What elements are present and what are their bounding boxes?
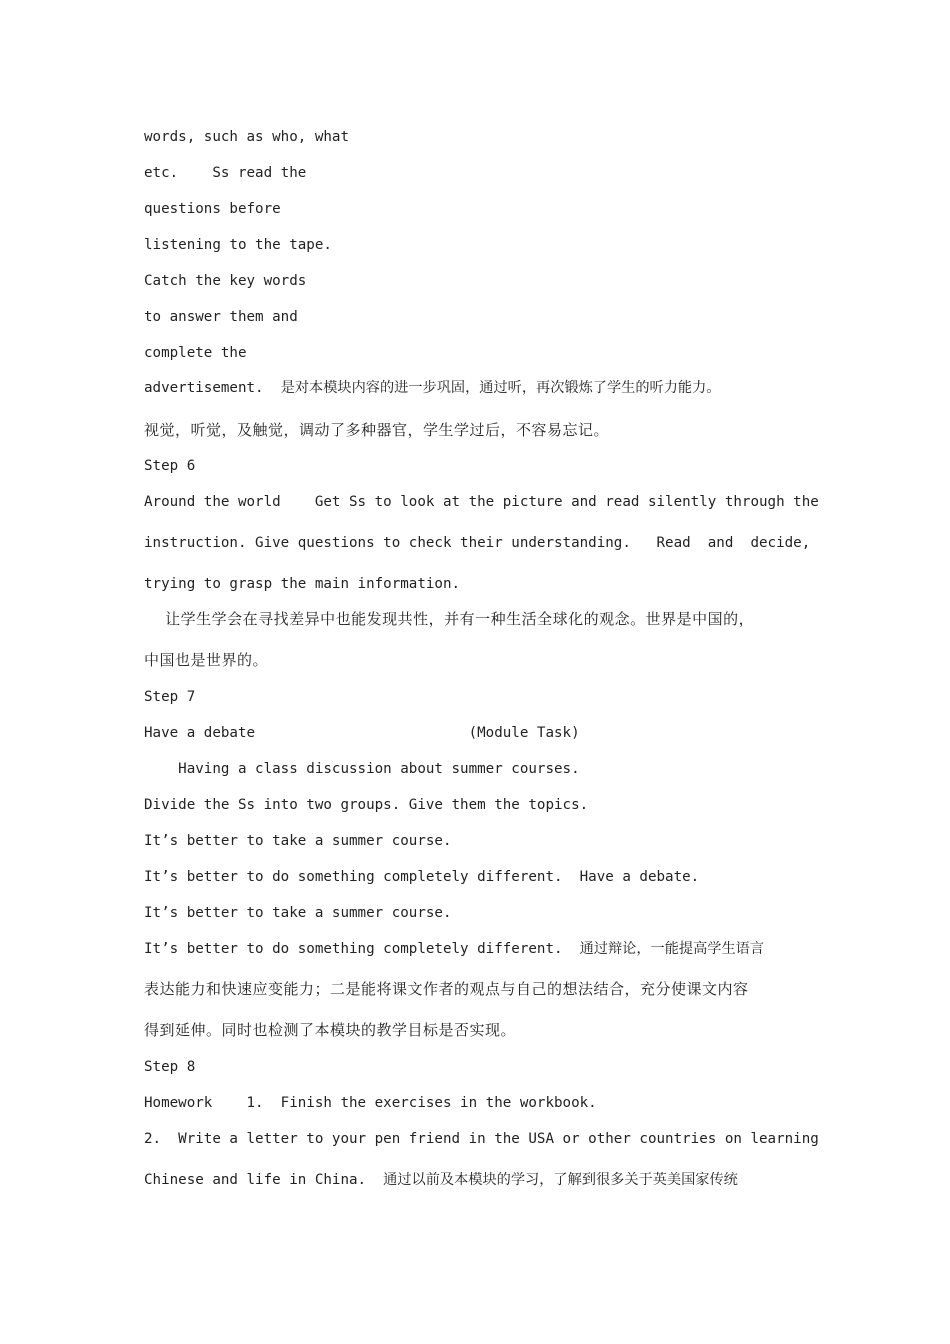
text-line: 中国也是世界的。 [144,651,269,669]
text-line: questions before [144,201,281,217]
text-line: advertisement. 是对本模块内容的进一步巩固，通过听，再次锻炼了学生的听力能力。 [144,380,721,396]
text-line: to answer them and [144,309,298,325]
step-heading: Step 8 [144,1059,196,1075]
text-line: Catch the key words [144,273,307,289]
text-line: listening to the tape. [144,237,332,253]
text-line: Have a debate (Module Task) [144,725,580,741]
text-line: It’s better to do something completely different. 通过辩论，一能提高学生语言 [144,941,765,957]
text-line: Chinese and life in China. 通过以前及本模块的学习，了解到很多关于英美国家传统 [144,1172,738,1188]
text-line: Around the world Get Ss to look at the picture and read silently through the [144,494,819,510]
text-line: complete the [144,345,247,361]
text-line: 表达能力和快速应变能力；二是能将课文作者的观点与自己的想法结合，充分使课文内容 [144,980,749,998]
text-line: It’s better to take a summer course. [144,905,452,921]
text-line: 视觉，听觉，及触觉，调动了多种器官，学生学过后，不容易忘记。 [144,421,610,439]
step-heading: Step 6 [144,458,196,474]
text-line: Divide the Ss into two groups. Give them the topics. [144,797,589,813]
text-line: etc. Ss read the [144,165,307,181]
text-line: 让学生学会在寻找差异中也能发现共性，并有一种生活全球化的观念。世界是中国的， [144,610,755,628]
text-line: words, such as who, what [144,129,349,145]
text-line: It’s better to do something completely different. Have a debate. [144,869,700,885]
text-line: It’s better to take a summer course. [144,833,452,849]
text-line: Homework 1. Finish the exercises in the workbook. [144,1095,597,1111]
text-line: 得到延伸。同时也检测了本模块的教学目标是否实现。 [144,1021,517,1039]
text-line: trying to grasp the main information. [144,576,461,592]
text-line: 2. Write a letter to your pen friend in the USA or other countries on learning [144,1131,819,1147]
step-heading: Step 7 [144,689,196,705]
text-line: instruction. Give questions to check their understanding. Read and decide, [144,535,811,551]
text-line: Having a class discussion about summer courses. [144,761,580,777]
